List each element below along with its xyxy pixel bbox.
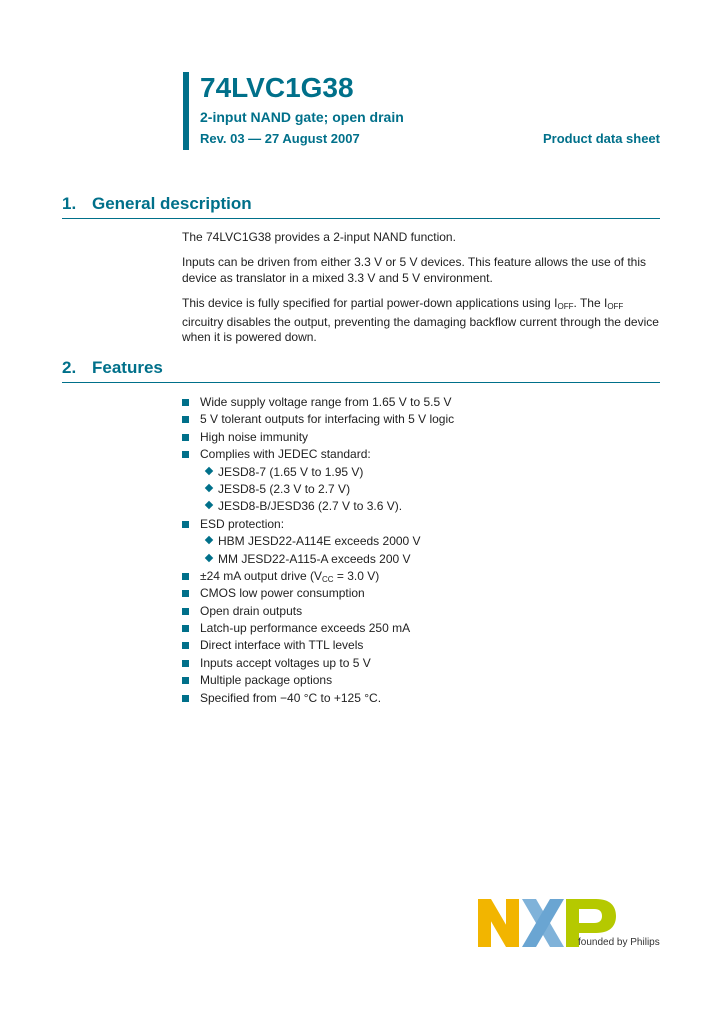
list-item — [182, 568, 662, 585]
sub-list-item — [182, 481, 662, 498]
list-item — [182, 411, 662, 428]
feature-text: Inputs accept voltages up to 5 V — [200, 655, 371, 670]
square-bullet-icon — [182, 625, 189, 632]
diamond-bullet-icon — [205, 484, 213, 492]
document-subtitle: 2-input NAND gate; open drain — [200, 109, 404, 125]
p3-subscript-2: OFF — [607, 302, 624, 311]
section-title: General description — [92, 194, 252, 213]
square-bullet-icon — [182, 590, 189, 597]
square-bullet-icon — [182, 642, 189, 649]
general-paragraph-2: Inputs can be driven from either 3.3 V or 5 V devices. This feature allows the use of this device as translator in a mixed 3.3 V and 5 V environment. — [182, 255, 647, 285]
document-type: Product data sheet — [542, 131, 660, 146]
feature-text: Direct interface with TTL levels — [200, 638, 364, 653]
list-item — [182, 690, 662, 707]
list-item — [182, 429, 662, 446]
list-item — [182, 394, 662, 411]
diamond-bullet-icon — [205, 466, 213, 474]
square-bullet-icon — [182, 660, 189, 667]
list-item — [182, 672, 662, 689]
output-drive-text: ±24 mA output drive (V — [200, 568, 322, 583]
output-drive-text-end: = 3.0 V) — [333, 568, 380, 583]
section-heading-features — [62, 358, 660, 383]
diamond-bullet-icon — [205, 553, 213, 561]
feature-text: ESD protection: — [200, 516, 285, 531]
logo-x-letter — [522, 899, 564, 947]
p3-text-c: circuitry disables the output, preventing the damaging backflow current through the device when it is powered down. — [182, 314, 659, 344]
feature-text: 5 V tolerant outputs for interfacing with 5 V logic — [200, 412, 455, 427]
feature-text: MM JESD22-A115-A exceeds 200 V — [218, 551, 411, 566]
square-bullet-icon — [182, 399, 189, 406]
general-paragraph-3 — [182, 296, 662, 346]
general-paragraph-1: The 74LVC1G38 provides a 2-input NAND function. — [182, 230, 456, 244]
vcc-subscript: CC — [321, 574, 334, 584]
feature-text: Complies with JEDEC standard: — [200, 447, 371, 462]
square-bullet-icon — [182, 573, 189, 580]
feature-text: JESD8-5 (2.3 V to 2.7 V) — [218, 481, 351, 496]
square-bullet-icon — [182, 521, 189, 528]
list-item — [182, 585, 662, 602]
logo-tagline: founded by Philips — [578, 937, 660, 948]
p3-text-a: This device is fully specified for partial power-down applications using I — [182, 296, 558, 310]
feature-text: Specified from −40 °C to +125 °C. — [200, 690, 382, 705]
feature-text: JESD8-7 (1.65 V to 1.95 V) — [218, 464, 364, 479]
section-number: 1. — [62, 194, 77, 213]
diamond-bullet-icon — [205, 501, 213, 509]
feature-text: JESD8-B/JESD36 (2.7 V to 3.6 V). — [218, 499, 403, 514]
feature-text: High noise immunity — [200, 429, 309, 444]
list-item — [182, 637, 662, 654]
section-number: 2. — [62, 358, 77, 377]
p3-text-b: . The I — [573, 296, 608, 310]
feature-text: Open drain outputs — [200, 603, 303, 618]
revision-date: Rev. 03 — 27 August 2007 — [200, 131, 360, 146]
features-list — [182, 394, 662, 707]
section-title: Features — [92, 358, 163, 377]
feature-text: Latch-up performance exceeds 250 mA — [200, 621, 411, 636]
logo-n-letter — [478, 899, 519, 947]
list-item — [182, 516, 662, 533]
feature-text: CMOS low power consumption — [200, 586, 365, 601]
list-item — [182, 620, 662, 637]
sub-list-item — [182, 551, 662, 568]
square-bullet-icon — [182, 677, 189, 684]
diamond-bullet-icon — [205, 536, 213, 544]
feature-text: HBM JESD22-A114E exceeds 2000 V — [218, 534, 421, 549]
sub-list-item — [182, 464, 662, 481]
feature-text: Wide supply voltage range from 1.65 V to 5.5 V — [200, 395, 452, 409]
square-bullet-icon — [182, 608, 189, 615]
header-accent-bar — [183, 72, 189, 150]
square-bullet-icon — [182, 416, 189, 423]
sub-list-item — [182, 498, 662, 515]
square-bullet-icon — [182, 451, 189, 458]
p3-subscript-1: OFF — [557, 302, 574, 311]
square-bullet-icon — [182, 695, 189, 702]
list-item — [182, 655, 662, 672]
section-heading-general-description — [62, 194, 660, 219]
document-title: 74LVC1G38 — [200, 72, 354, 103]
sub-list-item — [182, 533, 662, 550]
list-item — [182, 603, 662, 620]
square-bullet-icon — [182, 434, 189, 441]
list-item — [182, 446, 662, 463]
feature-text: Multiple package options — [200, 673, 333, 688]
